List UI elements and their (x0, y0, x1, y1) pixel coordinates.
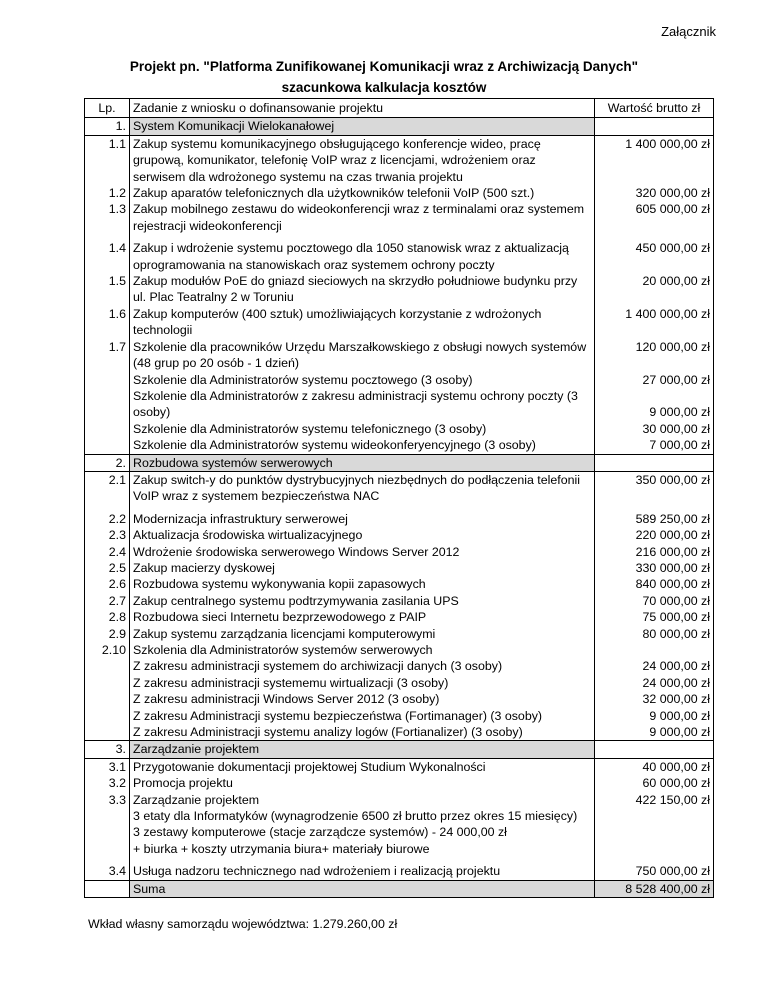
row-number (85, 880, 130, 897)
gross-value (595, 642, 714, 658)
task-description: Zakup aparatów telefonicznych dla użytkowników telefonii VoIP (500 szt.) (130, 185, 595, 201)
task-description: Aktualizacja środowiska wirtualizacyjnego (130, 527, 595, 543)
task-description: Usługa nadzoru technicznego nad wdrożeniem i realizacją projektu (130, 863, 595, 880)
row-number (85, 675, 130, 691)
gross-value: 60 000,00 zł (595, 775, 714, 791)
table-row (85, 609, 714, 625)
row-number: 3.1 (85, 758, 130, 775)
gross-value: 605 000,00 zł (595, 201, 714, 234)
task-description: Z zakresu Administracji systemu bezpieczeństwa (Fortimanager) (3 osoby) (130, 708, 595, 724)
task-description: Szkolenie dla Administratorów systemu telefonicznego (3 osoby) (130, 421, 595, 437)
column-header-value: Wartość brutto zł (595, 99, 714, 118)
table-row (85, 421, 714, 437)
table-row (85, 593, 714, 609)
row-number: 2.10 (85, 642, 130, 658)
task-description-line: + biurka + koszty utrzymania biura+ materiały biurowe (133, 841, 430, 856)
task-description: Modernizacja infrastruktury serwerowej (130, 511, 595, 527)
gross-value: 75 000,00 zł (595, 609, 714, 625)
task-description: Szkolenie dla Administratorów z zakresu administracji systemu ochrony poczty (3 osoby) (130, 388, 595, 421)
task-description: Szkolenie dla Administratorów systemu pocztowego (3 osoby) (130, 372, 595, 388)
table-row (85, 724, 714, 741)
total-row (85, 880, 714, 897)
gross-value: 30 000,00 zł (595, 421, 714, 437)
table-row (85, 642, 714, 658)
row-number (85, 691, 130, 707)
table-row (85, 240, 714, 273)
gross-value: 589 250,00 zł (595, 511, 714, 527)
table-body (85, 118, 714, 898)
task-description: Zakup centralnego systemu podtrzymywania zasilania UPS (130, 593, 595, 609)
gross-value: 1 400 000,00 zł (595, 135, 714, 185)
table-row (85, 511, 714, 527)
table-row (85, 560, 714, 576)
table-row (85, 527, 714, 543)
row-number (85, 708, 130, 724)
table-row (85, 201, 714, 234)
row-number (85, 388, 130, 421)
attachment-label: Załącznik (661, 24, 716, 39)
task-description: Z zakresu administracji Windows Server 2012 (3 osoby) (130, 691, 595, 707)
row-number: 2.6 (85, 576, 130, 592)
row-number: 2.8 (85, 609, 130, 625)
table-row (85, 437, 714, 454)
task-description: Zakup systemu zarządzania licencjami komputerowymi (130, 626, 595, 642)
task-description: Zakup macierzy dyskowej (130, 560, 595, 576)
gross-value: 750 000,00 zł (595, 863, 714, 880)
row-number: 2.3 (85, 527, 130, 543)
gross-value: 32 000,00 zł (595, 691, 714, 707)
table-row (85, 691, 714, 707)
table-row (85, 471, 714, 504)
task-description: Szkolenie dla pracowników Urzędu Marszałkowskiego z obsługi nowych systemów (48 grup po 20 osób - 1 dzień) (130, 339, 595, 372)
column-header-lp: Lp. (85, 99, 130, 118)
own-contribution-note: Wkład własny samorządu województwa: 1.279.260,00 zł (88, 917, 398, 931)
gross-value: 70 000,00 zł (595, 593, 714, 609)
gross-value: 8 528 400,00 zł (595, 880, 714, 897)
task-description: Promocja projektu (130, 775, 595, 791)
cost-table (84, 98, 714, 898)
gross-value: 24 000,00 zł (595, 675, 714, 691)
row-number: 2.9 (85, 626, 130, 642)
task-description: Zakup komputerów (400 sztuk) umożliwiających korzystanie z wdrożonych technologii (130, 306, 595, 339)
gross-value: 20 000,00 zł (595, 273, 714, 306)
table-row (85, 576, 714, 592)
gross-value: 350 000,00 zł (595, 471, 714, 504)
row-number: 2.5 (85, 560, 130, 576)
task-description: Zakup systemu komunikacyjnego obsługującego konferencje wideo, pracę grupową, komunikator, telefonię VoIP wraz z licencjami, wdrożeniem oraz serwisem dla wdrożonego systemu na czas trwania projektu (130, 135, 595, 185)
row-number: 3.4 (85, 863, 130, 880)
table-row (85, 185, 714, 201)
gross-value: 216 000,00 zł (595, 544, 714, 560)
table-header-row (85, 99, 714, 118)
table-row (85, 388, 714, 421)
gross-value: 840 000,00 zł (595, 576, 714, 592)
gross-value (595, 118, 714, 135)
row-number (85, 658, 130, 674)
task-description: Suma (130, 880, 595, 897)
task-description: Zakup mobilnego zestawu do wideokonferencji wraz z terminalami oraz systemem rejestracji wideokonferencji (130, 201, 595, 234)
task-description: Rozbudowa systemów serwerowych (130, 454, 595, 471)
row-number: 3.3 (85, 792, 130, 858)
table-row (85, 273, 714, 306)
task-description: Z zakresu administracji systememu wirtualizacji (3 osoby) (130, 675, 595, 691)
task-description: Zakup i wdrożenie systemu pocztowego dla 1050 stanowisk wraz z aktualizacją oprogramowania na stanowiskach oraz systemem ochrony poczty (130, 240, 595, 273)
row-number (85, 372, 130, 388)
task-description: Rozbudowa sieci Internetu bezprzewodowego z PAIP (130, 609, 595, 625)
section-row (85, 454, 714, 471)
gross-value: 40 000,00 zł (595, 758, 714, 775)
table-row (85, 863, 714, 880)
gross-value: 422 150,00 zł (595, 792, 714, 858)
section-row (85, 118, 714, 135)
task-description-line: Zarządzanie projektem (133, 792, 260, 807)
row-number: 2.1 (85, 471, 130, 504)
table-row (85, 708, 714, 724)
table-row (85, 626, 714, 642)
table-row (85, 339, 714, 372)
table-row (85, 758, 714, 775)
task-description: Szkolenia dla Administratorów systemów serwerowych (130, 642, 595, 658)
row-number: 2.7 (85, 593, 130, 609)
column-header-task: Zadanie z wniosku o dofinansowanie projektu (130, 99, 595, 118)
gross-value: 9 000,00 zł (595, 708, 714, 724)
task-description: Szkolenie dla Administratorów systemu wideokonferyencyjnego (3 osoby) (130, 437, 595, 454)
row-number: 1.2 (85, 185, 130, 201)
row-number (85, 421, 130, 437)
row-number: 3. (85, 741, 130, 758)
document-title (0, 56, 768, 98)
row-number (85, 724, 130, 741)
task-description-line: 3 etaty dla Informatyków (wynagrodzenie 6500 zł brutto przez okres 15 miesięcy) (133, 809, 578, 824)
row-number: 1.1 (85, 135, 130, 185)
row-number: 3.2 (85, 775, 130, 791)
table-row (85, 135, 714, 185)
gross-value: 80 000,00 zł (595, 626, 714, 642)
table-row (85, 544, 714, 560)
gross-value: 1 400 000,00 zł (595, 306, 714, 339)
title-line-2: szacunkowa kalkulacja kosztów (281, 80, 487, 95)
table-row (85, 775, 714, 791)
row-number: 2.2 (85, 511, 130, 527)
task-description: Z zakresu administracji systemem do archiwizacji danych (3 osoby) (130, 658, 595, 674)
task-description (130, 792, 595, 858)
table-row (85, 675, 714, 691)
row-number: 1.3 (85, 201, 130, 234)
gross-value: 24 000,00 zł (595, 658, 714, 674)
gross-value: 320 000,00 zł (595, 185, 714, 201)
row-number: 1.4 (85, 240, 130, 273)
gross-value: 7 000,00 zł (595, 437, 714, 454)
row-number (85, 437, 130, 454)
task-description: Zarządzanie projektem (130, 741, 595, 758)
row-number: 2. (85, 454, 130, 471)
gross-value: 120 000,00 zł (595, 339, 714, 372)
table-row (85, 372, 714, 388)
section-row (85, 741, 714, 758)
row-number: 2.4 (85, 544, 130, 560)
gross-value: 9 000,00 zł (595, 724, 714, 741)
task-description: Przygotowanie dokumentacji projektowej Studium Wykonalności (130, 758, 595, 775)
task-description: Zakup switch-y do punktów dystrybucyjnych niezbędnych do podłączenia telefonii VoIP wraz z systemem bezpieczeństwa NAC (130, 471, 595, 504)
table-row (85, 658, 714, 674)
task-description: Zakup modułów PoE do gniazd sieciowych na skrzydło południowe budynku przy ul. Plac Teatralny 2 w Toruniu (130, 273, 595, 306)
row-number: 1.6 (85, 306, 130, 339)
row-number: 1.7 (85, 339, 130, 372)
task-description-line: 3 zestawy komputerowe (stacje zarządcze systemów) - 24 000,00 zł (133, 825, 507, 840)
table-row (85, 306, 714, 339)
gross-value: 330 000,00 zł (595, 560, 714, 576)
title-line-1: Projekt pn. "Platforma Zunifikowanej Komunikacji wraz z Archiwizacją Danych" (129, 59, 639, 74)
row-number: 1.5 (85, 273, 130, 306)
task-description: System Komunikacji Wielokanałowej (130, 118, 595, 135)
gross-value: 27 000,00 zł (595, 372, 714, 388)
table-row (85, 792, 714, 858)
gross-value: 220 000,00 zł (595, 527, 714, 543)
gross-value: 9 000,00 zł (595, 388, 714, 421)
row-number: 1. (85, 118, 130, 135)
gross-value (595, 454, 714, 471)
task-description: Rozbudowa systemu wykonywania kopii zapasowych (130, 576, 595, 592)
task-description: Wdrożenie środowiska serwerowego Windows Server 2012 (130, 544, 595, 560)
gross-value (595, 741, 714, 758)
gross-value: 450 000,00 zł (595, 240, 714, 273)
task-description: Z zakresu Administracji systemu analizy logów (Fortianalizer) (3 osoby) (130, 724, 595, 741)
